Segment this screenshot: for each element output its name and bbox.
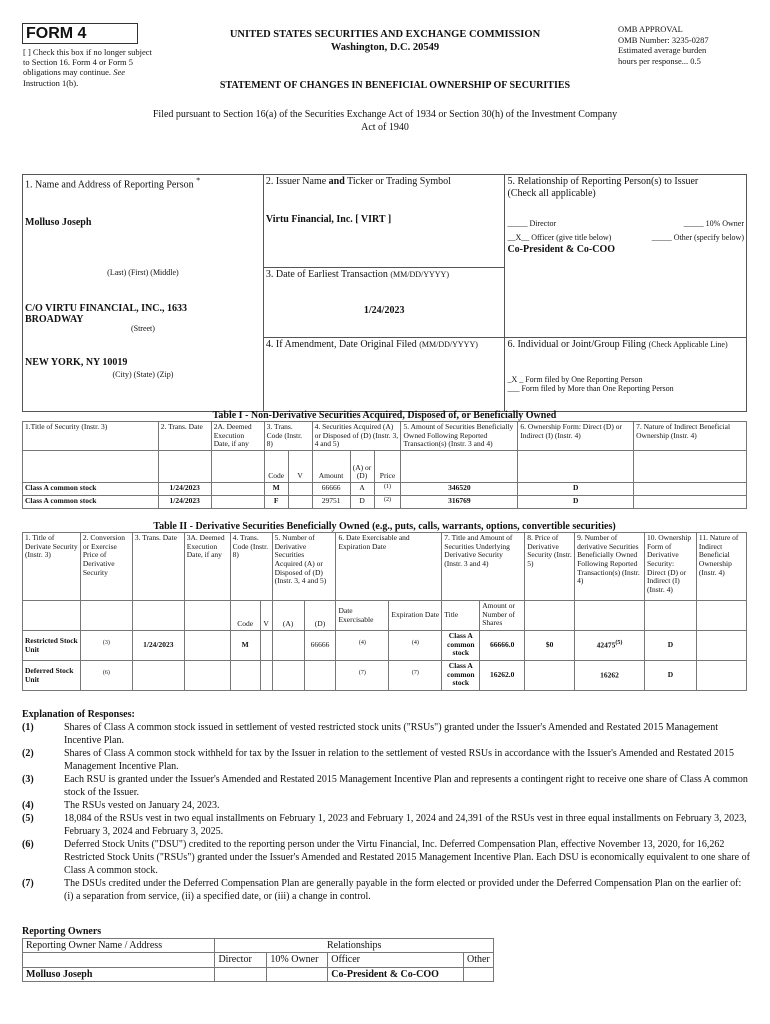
city-state-zip: NEW YORK, NY 10019 — [25, 356, 128, 368]
city-state-zip-label: (City) (State) (Zip) — [112, 370, 174, 380]
box3-earliest-transaction — [263, 268, 505, 338]
t2-r2-exer-note: (7) — [358, 670, 366, 677]
t2-r2-owned: 16262 — [600, 670, 619, 680]
box6-filing-type — [505, 338, 747, 412]
table-row — [23, 631, 747, 661]
see-text: See — [113, 67, 125, 78]
owners-col-relationships: Relationships — [215, 938, 494, 953]
t2-h-conv: 2. Conversion or Exercise Price of Derivative Security — [80, 533, 132, 601]
filing-one-person: _X _ Form filed by One Reporting Person — [507, 374, 643, 384]
t2-sub-a: (A) — [272, 601, 304, 631]
t2-h-title: 1. Title of Derivate Security (Instr. 3) — [23, 533, 81, 601]
t1-r2-code: F — [264, 496, 288, 509]
reporting-owners-title: Reporting Owners — [22, 926, 102, 937]
owner-name: Molluso Joseph — [23, 967, 215, 982]
t2-r1-title: Restricted Stock Unit — [23, 631, 81, 661]
t2-r2-conv-note: (6) — [102, 670, 110, 677]
t1-r2-v — [288, 496, 312, 509]
t2-r2-date — [132, 661, 184, 691]
t1-h-form: 6. Ownership Form: Direct (D) or Indirect (I) (Instr. 4) — [518, 422, 634, 451]
omb-burden-2: hours per response... 0.5 — [618, 55, 701, 66]
rel-officer: __X__ Officer (give title below) — [507, 233, 612, 243]
t2-r1-conv-note: (3) — [102, 640, 110, 647]
t2-r1-d: 66666 — [304, 631, 336, 661]
t1-r2-price-note: (2) — [384, 497, 391, 503]
t1-r1-date: 1/24/2023 — [158, 482, 211, 495]
rel-10pct-owner: _____ 10% Owner — [683, 219, 744, 228]
omb-title: OMB APPROVAL — [618, 24, 683, 34]
explanation-of-responses — [22, 708, 752, 903]
t1-r1-form: D — [518, 482, 634, 495]
t1-r1-v — [288, 482, 312, 495]
t2-sub-d: (D) — [304, 601, 336, 631]
t2-h-underlying: 7. Title and Amount of Securities Underlying Derivative Security (Instr. 3 and 4) — [442, 533, 525, 601]
t2-r1-nature — [696, 631, 746, 661]
table1-title: Table I - Non-Derivative Securities Acquired, Disposed of, or Beneficially Owned — [212, 410, 557, 421]
list-item — [22, 721, 752, 747]
omb-number: OMB Number: 3235-0287 — [618, 34, 709, 45]
t2-sub-expiration: Expiration Date — [389, 601, 442, 631]
t2-r1-owned: 42475 — [596, 640, 616, 650]
box1-label: 1. Name and Address of Reporting Person — [25, 179, 194, 191]
note-number: (6) — [22, 839, 34, 850]
t2-h-date: 3. Trans. Date — [132, 533, 184, 601]
t1-h-deemed: 2A. Deemed Execution Date, if any — [211, 422, 264, 451]
t1-h-nature: 7. Nature of Indirect Beneficial Ownership (Instr. 4) — [634, 422, 747, 451]
earliest-transaction-date: 1/24/2023 — [363, 304, 405, 316]
agency-heading — [190, 28, 580, 54]
note-number: (5) — [22, 813, 34, 824]
t2-h-deemed: 3A. Deemed Execution Date, if any — [184, 533, 230, 601]
note-text: The DSUs credited under the Deferred Compensation Plan are generally payable in the form elected or provided under the Deferred Compensation Plan on the earlier of: (i) a separation from service, (ii) a specified date, or (iii) a change in control. — [64, 878, 742, 902]
street-address: C/O VIRTU FINANCIAL, INC., 1633 BROADWAY — [25, 302, 187, 326]
table-row — [23, 482, 747, 495]
note-number: (2) — [22, 748, 34, 759]
box4-format: (MM/DD/YYYY) — [419, 340, 478, 349]
no-longer-subject-note — [23, 47, 153, 88]
list-item — [22, 773, 752, 799]
street-label: (Street) — [130, 323, 155, 333]
t2-r2-nature — [696, 661, 746, 691]
t2-r1-form: D — [645, 631, 697, 661]
explanations-title: Explanation of Responses: — [22, 709, 135, 720]
owners-col-director: Director — [215, 953, 267, 968]
omb-approval — [618, 24, 758, 67]
table-row — [23, 661, 747, 691]
t2-r2-a — [272, 661, 304, 691]
t2-h-exercisable: 6. Date Exercisable and Expiration Date — [336, 533, 442, 601]
instruction-ref: Instruction 1(b). — [23, 77, 79, 88]
t2-sub-exercisable: Date Exercisable — [336, 601, 389, 631]
box4-label: 4. If Amendment, Date Original Filed — [265, 339, 417, 350]
t2-h-number: 5. Number of Derivative Securities Acquired (A) or Disposed of (D) (Instr. 3, 4 and 5) — [272, 533, 336, 601]
t1-sub-code: Code — [264, 450, 288, 482]
note-number: (4) — [22, 800, 34, 811]
t1-h-date: 2. Trans. Date — [158, 422, 211, 451]
rel-other: _____ Other (specify below) — [651, 233, 744, 243]
table2-derivative — [22, 532, 747, 691]
t1-r1-price-note: (1) — [384, 483, 391, 490]
agency-name: UNITED STATES SECURITIES AND EXCHANGE COMMISSION — [229, 29, 541, 40]
t1-r2-aord: D — [350, 496, 374, 509]
t1-r2-owned: 316769 — [401, 496, 518, 509]
note-text: Shares of Class A common stock issued in settlement of vested restricted stock units ("RSUs") granted under the Issuer's Amended and Restated 2015 Management Incentive Plan. — [64, 722, 719, 746]
omb-burden-1: Estimated average burden — [618, 45, 707, 56]
list-item — [22, 747, 752, 773]
t2-h-nature: 11. Nature of Indirect Beneficial Ownership (Instr. 4) — [696, 533, 746, 601]
t2-r1-date: 1/24/2023 — [132, 631, 184, 661]
note-number: (7) — [22, 878, 34, 889]
note-text: Deferred Stock Units ("DSU") credited to the reporting person under the Virtu Financial, Inc. Deferred Compensation Plan, effective November 13, 2020, for 16,262 Restricted Stock Units ("RSUs") granted under the Issuer's Amended and Restated 2015 Management Incentive Plan. Each DSU is economically equivalent to one share of Class A common stock. — [64, 839, 750, 876]
t2-sub-v: V — [260, 601, 272, 631]
issuer-name-ticker: Virtu Financial, Inc. [ VIRT ] — [265, 213, 392, 225]
t1-sub-aord: (A) or (D) — [350, 450, 374, 482]
box6-label: 6. Individual or Joint/Group Filing — [507, 339, 647, 350]
table-row — [23, 967, 494, 982]
t2-r2-form: D — [645, 661, 697, 691]
t1-r1-nature — [634, 482, 747, 495]
t2-r1-price: $0 — [525, 631, 575, 661]
t2-r2-v — [260, 661, 272, 691]
t2-r2-title: Deferred Stock Unit — [23, 661, 81, 691]
agency-location: Washington, D.C. 20549 — [330, 42, 440, 54]
t1-r1-title: Class A common stock — [23, 482, 159, 495]
rel-director: _____ Director — [507, 219, 557, 228]
t2-sub-title: Title — [442, 601, 480, 631]
reporting-owners-table — [22, 938, 494, 983]
list-item — [22, 812, 752, 838]
owners-col-officer: Officer — [328, 953, 464, 968]
box2-label-a: 2. Issuer Name — [265, 176, 329, 187]
box5-sub: (Check all applicable) — [507, 187, 596, 199]
t2-h-owned: 9. Number of derivative Securities Beneficially Owned Following Reported Transaction(s) (Instr. 4) — [575, 533, 645, 601]
t2-h-code: 4. Trans. Code (Instr. 8) — [230, 533, 272, 601]
box3-format: (MM/DD/YYYY) — [390, 270, 449, 279]
t1-r2-amount: 29751 — [312, 496, 350, 509]
t2-sub-shares: Amount or Number of Shares — [480, 601, 525, 631]
t1-r2-deemed — [211, 496, 264, 509]
box2-label-and: and — [328, 176, 345, 187]
t2-r2-code — [230, 661, 260, 691]
t2-r1-utitle: Class A common stock — [442, 631, 480, 661]
table-row — [23, 496, 747, 509]
t2-r1-code: M — [230, 631, 260, 661]
t1-r2-date: 1/24/2023 — [158, 496, 211, 509]
t1-h-title: 1.Title of Security (Instr. 3) — [23, 422, 159, 451]
form-title: FORM 4 — [22, 23, 138, 44]
t2-r2-ushares: 16262.0 — [480, 661, 525, 691]
list-item — [22, 799, 752, 812]
reporting-person-name: Molluso Joseph — [25, 216, 92, 228]
t2-sub-code: Code — [230, 601, 260, 631]
t1-r1-code: M — [264, 482, 288, 495]
table2-title: Table II - Derivative Securities Beneficially Owned (e.g., puts, calls, warrants, options, convertible securities) — [153, 521, 616, 532]
t1-sub-price: Price — [374, 450, 401, 482]
check-note-text: [ ] Check this box if no longer subject to Section 16. Form 4 or Form 5 obligations may continue. — [23, 47, 152, 78]
t2-r2-exp-note: (7) — [411, 670, 419, 677]
t2-r1-ushares: 66666.0 — [480, 631, 525, 661]
box3-label: 3. Date of Earliest Transaction — [265, 269, 388, 280]
t2-h-form: 10. Ownership Form of Derivative Security: Direct (D) or Indirect (I) (Instr. 4) — [645, 533, 697, 601]
owners-col-10pct: 10% Owner — [267, 953, 328, 968]
note-text: The RSUs vested on January 24, 2023. — [64, 800, 220, 811]
t2-r1-exp-note: (4) — [411, 640, 419, 647]
note-number: (1) — [22, 722, 34, 733]
owner-officer-title: Co-President & Co-COO — [328, 967, 464, 982]
t2-r1-deemed — [184, 631, 230, 661]
box6-sub: (Check Applicable Line) — [648, 340, 728, 349]
t1-r1-aord: A — [350, 482, 374, 495]
list-item — [22, 877, 752, 903]
t1-r1-deemed — [211, 482, 264, 495]
box2-issuer — [263, 175, 505, 268]
t2-r2-deemed — [184, 661, 230, 691]
t2-h-price: 8. Price of Derivative Security (Instr. 5) — [525, 533, 575, 601]
t2-r1-owned-note: (5) — [615, 640, 623, 647]
owners-col-other: Other — [463, 953, 493, 968]
box1-asterisk: * — [196, 176, 201, 185]
name-parts-label: (Last) (First) (Middle) — [107, 268, 179, 278]
t1-sub-v: V — [288, 450, 312, 482]
t1-r2-nature — [634, 496, 747, 509]
t1-h-code: 3. Trans. Code (Instr. 8) — [264, 422, 312, 451]
t2-r1-exer-note: (4) — [358, 640, 366, 647]
box1-reporting-person — [23, 175, 264, 412]
t1-r1-owned: 346520 — [401, 482, 518, 495]
filed-pursuant: Filed pursuant to Section 16(a) of the Securities Exchange Act of 1934 or Section 30(h) of the Investment Company Act of 1940 — [152, 109, 618, 133]
list-item — [22, 838, 752, 877]
note-text: 18,084 of the RSUs vest in two equal installments on February 1, 2023 and February 1, 2024 and 24,391 of the RSUs vest in three equal installments on February 3, 2023, February 3, 2024 and February 3, 2025. — [64, 813, 747, 837]
officer-title: Co-President & Co-COO — [507, 244, 616, 256]
t1-r1-amount: 66666 — [312, 482, 350, 495]
filing-more-persons: ___ Form filed by More than One Reporting Person — [507, 383, 674, 393]
t1-r2-title: Class A common stock — [23, 496, 159, 509]
box2-label-b: Ticker or Trading Symbol — [344, 176, 451, 187]
t1-sub-amount: Amount — [312, 450, 350, 482]
box5-relationship — [505, 175, 747, 338]
t2-r2-utitle: Class A common stock — [442, 661, 480, 691]
t2-r2-price — [525, 661, 575, 691]
note-number: (3) — [22, 774, 34, 785]
table1-nonderivative — [22, 421, 747, 509]
statement-title: STATEMENT OF CHANGES IN BENEFICIAL OWNERSHIP OF SECURITIES — [219, 80, 571, 91]
t1-h-acquired: 4. Securities Acquired (A) or Disposed of (D) (Instr. 3, 4 and 5) — [312, 422, 401, 451]
note-text: Each RSU is granted under the Issuer's Amended and Restated 2015 Management Incentive Plan and represents a contingent right to receive one share of Class A common stock of the Issuer. — [64, 774, 748, 798]
owners-col-name: Reporting Owner Name / Address — [23, 938, 215, 953]
reporting-info-grid — [22, 174, 747, 412]
t2-r1-a — [272, 631, 304, 661]
t2-r2-d — [304, 661, 336, 691]
t1-h-owned: 5. Amount of Securities Beneficially Owned Following Reported Transaction(s) (Instr. 3 and 4) — [401, 422, 518, 451]
box4-amendment — [263, 338, 505, 412]
box5-label: 5. Relationship of Reporting Person(s) to Issuer — [507, 176, 699, 187]
note-text: Shares of Class A common stock withheld for tax by the Issuer in relation to the settlement of vested RSUs in accordance with the Issuer's Amended and Restated 2015 Management Incentive Plan. — [64, 748, 734, 772]
reporting-owners-section — [22, 926, 494, 982]
t1-r2-form: D — [518, 496, 634, 509]
t2-r1-v — [260, 631, 272, 661]
